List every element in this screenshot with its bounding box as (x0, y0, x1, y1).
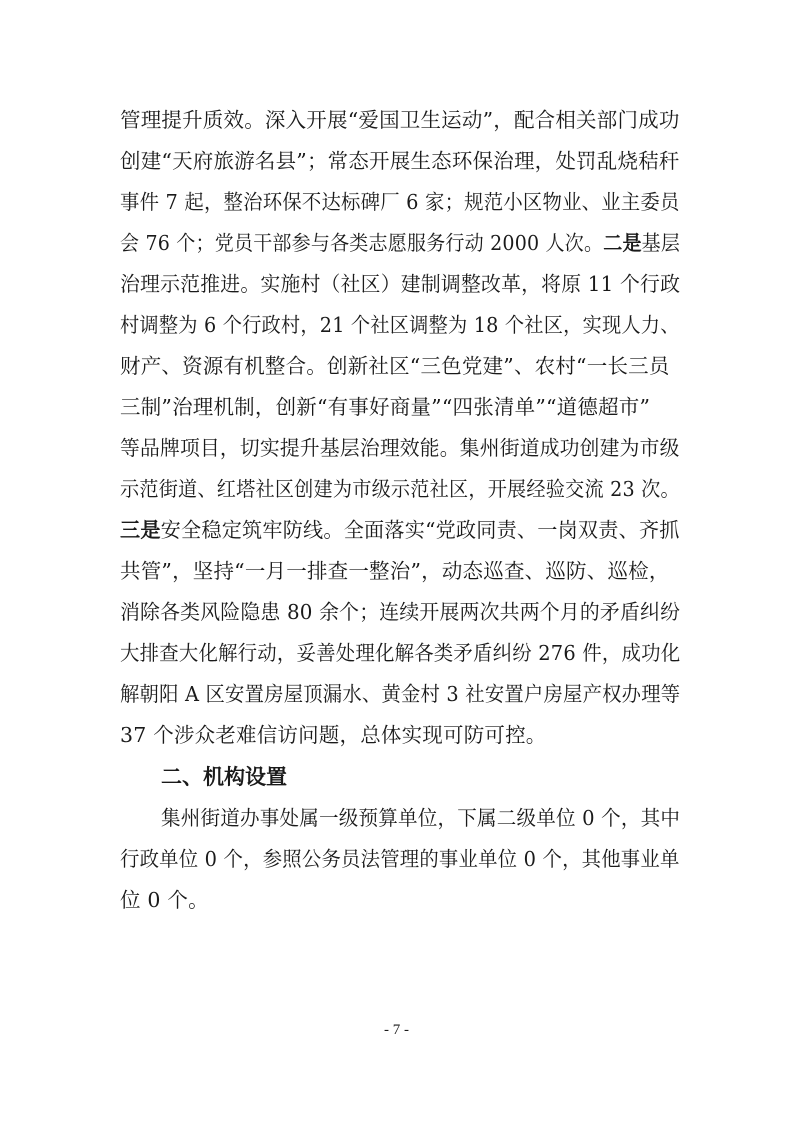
body-line: 示范街道、红塔社区创建为市级示范社区，开展经验交流 23 次。 (120, 477, 680, 501)
section-line: 位 0 个。 (120, 888, 209, 912)
emphasis-label: 三是 (120, 518, 161, 542)
section-heading: 二、机构设置 (161, 765, 287, 789)
page-number: - 7 - (384, 1022, 409, 1038)
section-line: 行政单位 0 个，参照公务员法管理的事业单位 0 个，其他事业单 (120, 847, 680, 871)
body-line: 37 个涉众老难信访问题，总体实现可防可控。 (120, 723, 547, 747)
body-text: 安全稳定筑牢防线。全面落实“党政同责、一岗双责、齐抓 (160, 518, 680, 542)
section-line: 集州街道办事处属一级预算单位，下属二级单位 0 个，其中 (161, 806, 681, 830)
body-line: 财产、资源有机整合。创新社区“三色党建”、农村“一长三员 (120, 354, 670, 378)
emphasis-label: 二是 (603, 231, 642, 255)
body-line (120, 510, 680, 550)
body-line: 消除各类风险隐患 80 余个；连续开展两次共两个月的矛盾纠纷 (120, 600, 681, 624)
body-line: 事件 7 起，整治环保不达标碑厂 6 家；规范小区物业、业主委员 (120, 190, 680, 214)
body-line: 治理示范推进。实施村（社区）建制调整改革，将原 11 个行政 (120, 272, 681, 296)
body-line: 村调整为 6 个行政村，21 个社区调整为 18 个社区，实现人力、 (120, 313, 680, 337)
body-line: 创建“天府旅游名县”；常态开展生态环保治理，处罚乱烧秸秆 (120, 149, 680, 173)
body-line: 等品牌项目，切实提升基层治理效能。集州街道成功创建为市级 (120, 436, 680, 460)
body-text: 会 76 个；党员干部参与各类志愿服务行动 2000 人次。 (120, 231, 604, 255)
body-line: 解朝阳 A 区安置房屋顶漏水、黄金村 3 社安置户房屋产权办理等 (120, 682, 681, 706)
body-line: 三制”治理机制，创新“有事好商量”“四张清单”“道德超市” (120, 395, 651, 419)
body-line: 管理提升质效。深入开展“爱国卫生运动”，配合相关部门成功 (120, 108, 680, 132)
body-text: 基层 (641, 231, 681, 255)
body-line (120, 223, 681, 263)
body-line: 大排查大化解行动，妥善处理化解各类矛盾纠纷 276 件，成功化 (120, 641, 681, 665)
body-line: 共管”，坚持“一月一排查一整治”，动态巡查、巡防、巡检， (120, 559, 670, 583)
